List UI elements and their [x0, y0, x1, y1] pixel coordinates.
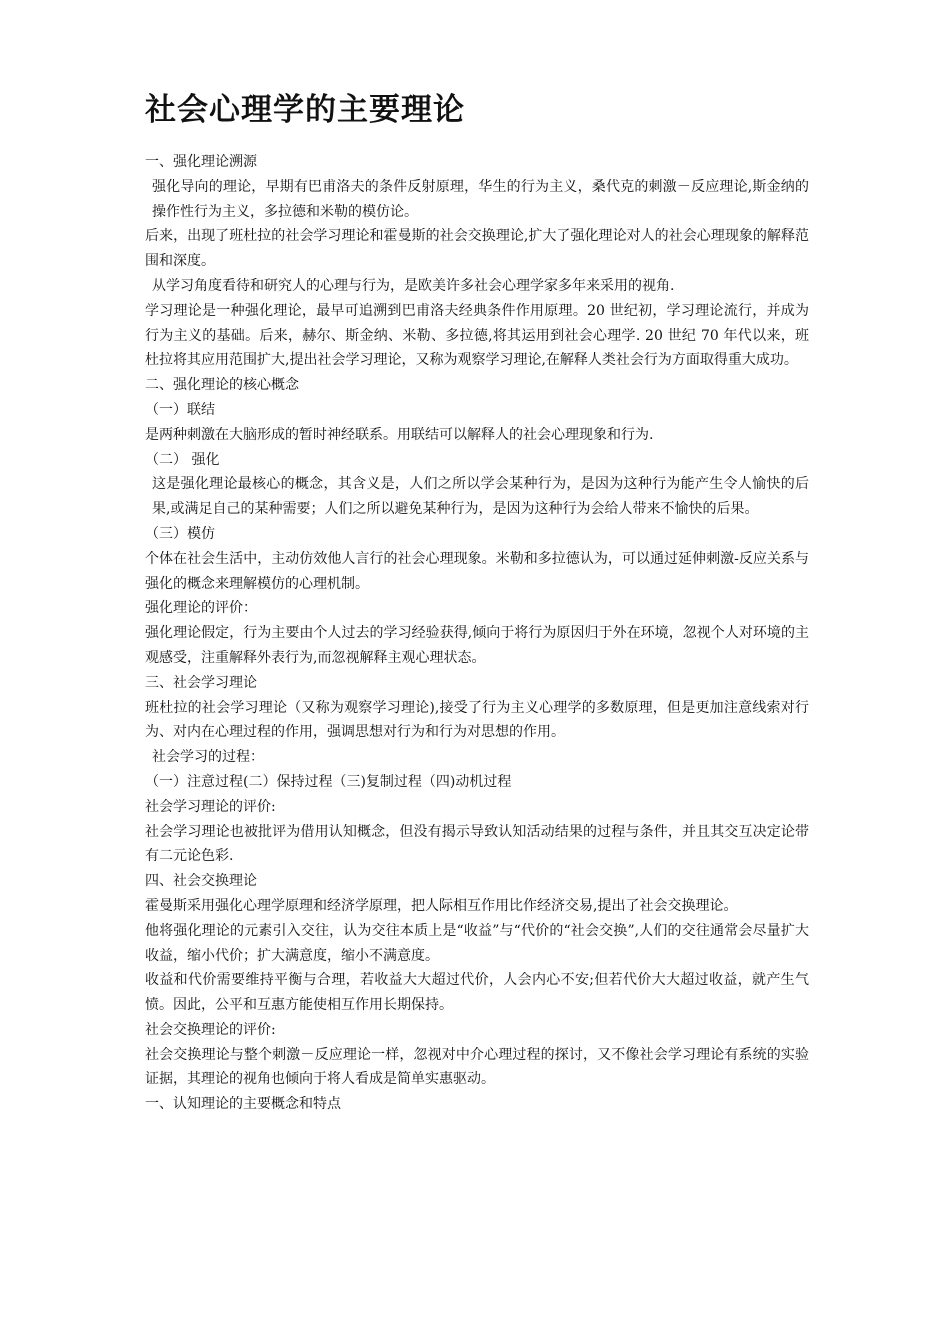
section-heading-3: 三、社会学习理论: [145, 674, 257, 691]
paragraph: 他将强化理论的元素引入交往，认为交往本质上是“收益”与“代价的“社会交换”,人们的交往通常会尽量扩大收益，缩小代价；扩大满意度，缩小不满意度。: [145, 922, 809, 964]
section-heading-5: 一、认知理论的主要概念和特点: [145, 1096, 341, 1113]
subheading: （三）模仿: [145, 525, 215, 542]
paragraph: 社会交换理论与整个刺激－反应理论一样，忽视对中介心理过程的探讨，又不像社会学习理论有系统的实验证据，其理论的视角也倾向于将人看成是简单实惠驱动。: [145, 1046, 809, 1088]
section-heading-1: 一、强化理论溯源: [145, 154, 257, 170]
subheading: 社会学习的过程：: [152, 749, 264, 766]
paragraph: 个体在社会生活中，主动仿效他人言行的社会心理现象。米勒和多拉德认为，可以通过延伸刺激-反应关系与强化的概念来理解模仿的心理机制。: [145, 550, 809, 592]
paragraph: 强化理论假定，行为主要由个人过去的学习经验获得,倾向于将行为原因归于外在环境，忽视个人对环境的主观感受，注重解释外表行为,而忽视解释主观心理状态。: [145, 625, 809, 666]
subheading: （一）联结: [145, 401, 215, 418]
section-heading-4: 四、社会交换理论: [145, 873, 257, 890]
subheading: （二） 强化: [145, 451, 220, 468]
subheading: 强化理论的评价：: [145, 600, 257, 617]
paragraph: 后来，出现了班杜拉的社会学习理论和霍曼斯的社会交换理论,扩大了强化理论对人的社会心理现象的解释范围和深度。: [145, 228, 809, 270]
subheading: 社会交换理论的评价:: [145, 1021, 276, 1038]
paragraph: 强化导向的理论，早期有巴甫洛夫的条件反射原理，华生的行为主义，桑代克的刺激－反应理论,斯金纳的操作性行为主义，多拉德和米勒的模仿论。: [152, 178, 809, 220]
subheading: 社会学习理论的评价:: [145, 798, 276, 815]
paragraph: 是两种刺激在大脑形成的暂时神经联系。用联结可以解释人的社会心理现象和行为.: [145, 426, 654, 443]
paragraph: 学习理论是一种强化理论，最早可追溯到巴甫洛夫经典条件作用原理。20 世纪初，学习理论流行，并成为行为主义的基础。后来，赫尔、斯金纳、米勒、多拉德,将其运用到社会心理学. 20 世纪 70 年代以来，班杜拉将其应用范围扩大,提出社会学习理论，又称为观察学习理论,在解释人类社会行为方面取得重大成功。: [145, 302, 809, 369]
section-heading-2: 二、强化理论的核心概念: [145, 377, 299, 394]
paragraph: （一）注意过程(二）保持过程（三)复制过程（四)动机过程: [145, 773, 512, 790]
paragraph: 收益和代价需要维持平衡与合理，若收益大大超过代价，人会内心不安;但若代价大大超过收益，就产生气愤。因此，公平和互惠方能使相互作用长期保持。: [145, 972, 809, 1014]
paragraph: 这是强化理论最核心的概念，其含义是，人们之所以学会某种行为，是因为这种行为能产生令人愉快的后果,或满足自己的某种需要；人们之所以避免某种行为，是因为这种行为会给人带来不愉快的后果。: [152, 476, 809, 518]
paragraph: 班杜拉的社会学习理论（又称为观察学习理论),接受了行为主义心理学的多数原理，但是更加注意线索对行为、对内在心理过程的作用，强调思想对行为和行为对思想的作用。: [145, 699, 809, 741]
document-title: 社会心理学的主要理论: [145, 92, 465, 128]
document-body: [145, 88, 809, 1117]
paragraph: 社会学习理论也被批评为借用认知概念，但没有揭示导致认知活动结果的过程与条件，并且其交互决定论带有二元论色彩.: [145, 823, 809, 865]
paragraph: 霍曼斯采用强化心理学原理和经济学原理，把人际相互作用比作经济交易,提出了社会交换理论。: [145, 897, 738, 914]
paragraph: 从学习角度看待和研究人的心理与行为，是欧美许多社会心理学家多年来采用的视角.: [152, 277, 675, 294]
